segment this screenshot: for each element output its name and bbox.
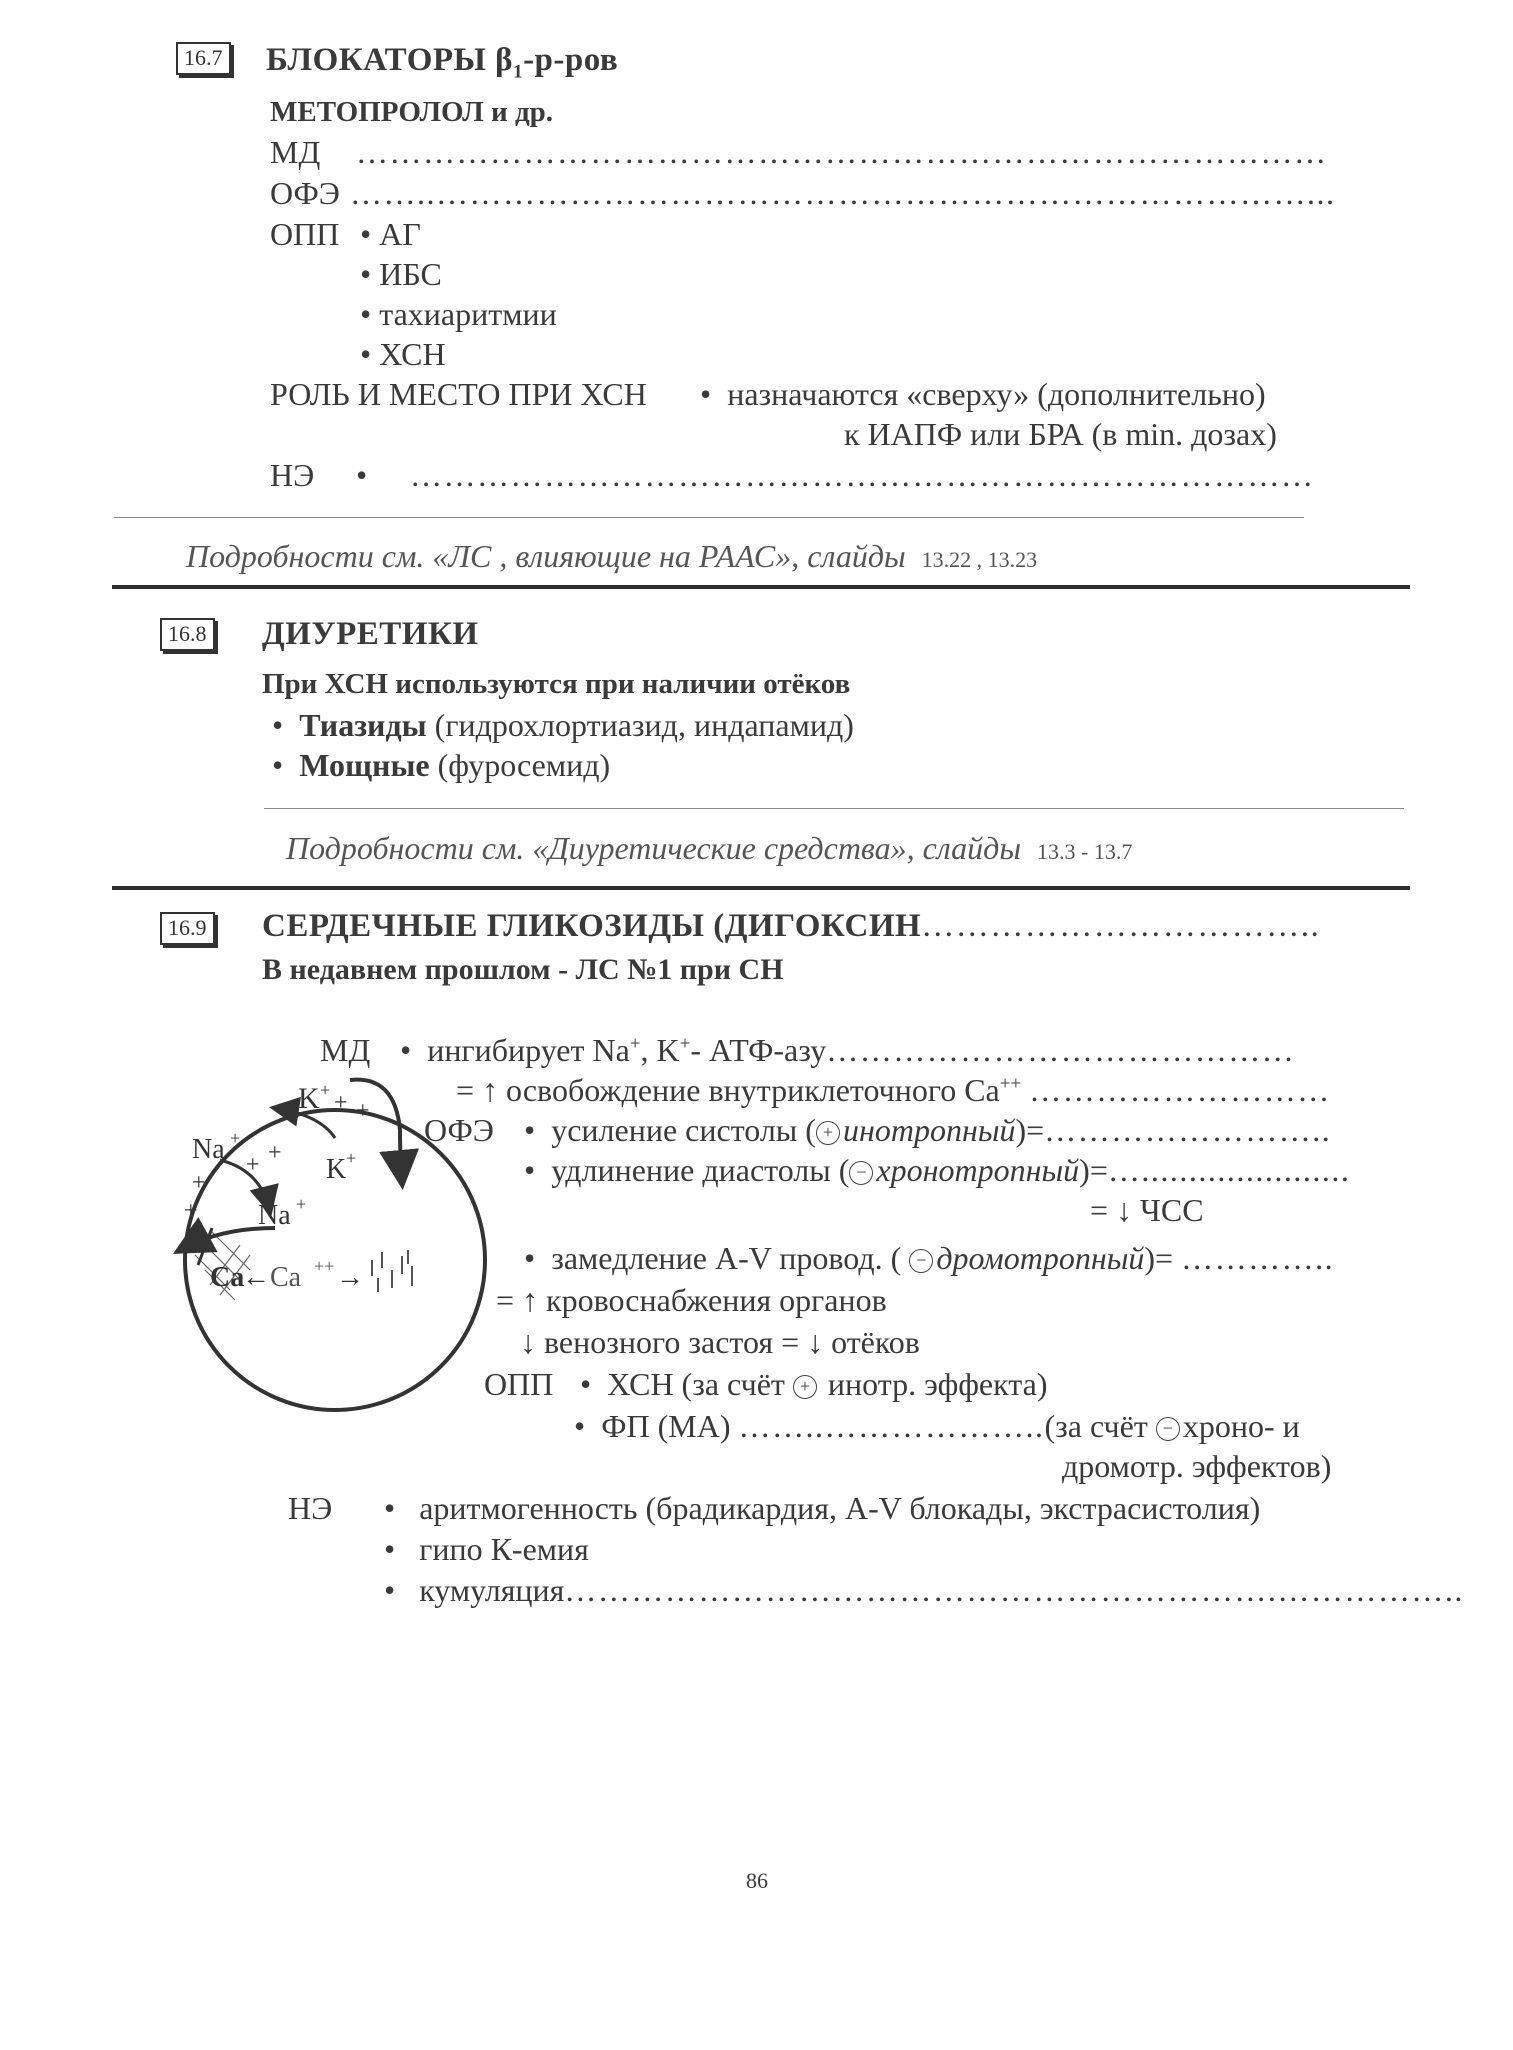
svg-text:++: ++ — [314, 1256, 335, 1276]
glycosides-subtitle: В недавнем прошлом - ЛС №1 при СН — [262, 953, 784, 986]
svg-text:+: + — [230, 1128, 241, 1148]
ne-item-3: • кумуляция……………………………………………………….…………….. — [384, 1572, 1464, 1608]
role-text-2: к ИАПФ или БРА (в min. дозах) — [844, 416, 1277, 452]
md-dots: …………………………………………………………………………… — [356, 136, 1328, 168]
ca-exit-line — [198, 1228, 212, 1265]
diuretic-item-2: • Мощные (фуросемид) — [272, 747, 611, 783]
role-label: РОЛЬ И МЕСТО ПРИ ХСН — [270, 376, 647, 412]
ne-label: НЭ — [270, 457, 315, 493]
section-number-16-8: 16.8 — [160, 618, 215, 651]
opp-bullet-3: • тахиаритмии — [360, 296, 557, 332]
ne-item-1: • аритмогенность (брадикардия, A-V блокады, экстрасистолия) — [384, 1490, 1261, 1526]
k-entry-arrow — [350, 1080, 402, 1182]
opp-line-2: • ФП (МА) ……..………………..(за счёт − хроно- и — [574, 1408, 1300, 1444]
diuretic-item-1: • Тиазиды (гидрохлортиазид, индапамид) — [272, 707, 854, 743]
section-title-16-9: СЕРДЕЧНЫЕ ГЛИКОЗИДЫ (ДИГОКСИН…………………………….. — [262, 908, 1321, 944]
na-inside-label: Na — [258, 1200, 291, 1231]
svg-text:+: + — [356, 1098, 370, 1124]
drug-name-metoprolol: МЕТОПРОЛОЛ и др. — [270, 96, 554, 128]
k-outside-label: K — [298, 1082, 320, 1115]
svg-text:+: + — [346, 1148, 357, 1168]
svg-text:+: + — [184, 1198, 198, 1224]
myofibrils — [372, 1250, 412, 1292]
ne-dots: ……………………………………………………………………… — [410, 459, 1315, 491]
ofe-label: ОФЭ — [270, 175, 340, 211]
role-text-1: • назначаются «сверху» (дополнительно) — [700, 376, 1266, 412]
md-label: МД — [270, 134, 321, 170]
opp-bullet-4: • ХСН — [360, 336, 446, 372]
divider-thin-16-7 — [114, 517, 1304, 518]
page-number: 86 — [746, 1868, 768, 1893]
ofe-label-16-9: ОФЭ — [424, 1112, 494, 1148]
ne-item-2: • гипо К-емия — [384, 1531, 589, 1567]
opp-line-2-cont: дромотр. эффектов) — [1062, 1448, 1332, 1484]
ofe-line-2: • удлинение диастолы ( − хронотропный)=…...................... — [524, 1152, 1351, 1188]
ne-bullet: • — [356, 457, 368, 493]
section-number-16-9: 16.9 — [160, 912, 215, 945]
section-title-16-8: ДИУРЕТИКИ — [262, 616, 479, 652]
k-inside-label: K — [326, 1154, 347, 1185]
ofe-dots: ……..……………………………………………………………………... — [350, 177, 1336, 209]
md-label-16-9: МД — [320, 1032, 371, 1068]
cell-ion-diagram — [150, 1060, 510, 1420]
svg-text:+: + — [268, 1140, 282, 1166]
opp-label: ОПП — [270, 216, 340, 252]
opp-bullet-2: • ИБС — [360, 256, 442, 292]
ofe-line-3: • замедление A-V провод. ( − дромотропный)= ………….. — [524, 1240, 1335, 1276]
ofe-line-1: • усиление систолы ( + инотропный)=…………………….. — [524, 1112, 1332, 1148]
section-title-16-7: БЛОКАТОРЫ $\beta_1-р$-ров — [266, 42, 619, 83]
opp-bullet-1: • АГ — [360, 216, 421, 252]
ca-free-label: Ca — [270, 1262, 302, 1293]
reference-16-7: Подробности см. «ЛС , влияющие на РААС», слайды 13.22 , 13.23 — [186, 538, 1038, 574]
opp-line-1: • ХСН (за счёт + инотр. эффекта) — [580, 1366, 1048, 1402]
ca-arrow-1: ← — [242, 1262, 270, 1293]
reference-16-8: Подробности см. «Диуретические средства», слайды 13.3 - 13.7 — [286, 830, 1133, 866]
result-blood-supply: = ↑ кровоснабжения органов — [496, 1282, 887, 1318]
ofe-line-2-result: = ↓ ЧСС — [1090, 1192, 1204, 1228]
ne-label-16-9: НЭ — [288, 1490, 333, 1526]
divider-thin-16-8 — [264, 808, 1404, 809]
svg-text:+: + — [192, 1170, 206, 1196]
svg-text:+: + — [334, 1090, 348, 1116]
md-line-2: = ↑ освобождение внутриклеточного Ca++ ……………………… — [456, 1072, 1331, 1108]
divider-thick-16-8 — [112, 886, 1410, 890]
ca-store-label: Ca — [210, 1262, 245, 1293]
ca-arrow-2: → — [336, 1262, 364, 1293]
diuretics-subtitle: При ХСН используются при наличии отёков — [262, 668, 851, 700]
md-line-1: • ингибирует Na+, K+- АТФ-азу…………………………………… — [400, 1032, 1296, 1068]
svg-text:+: + — [246, 1152, 260, 1178]
divider-thick-16-7 — [112, 585, 1410, 589]
na-outside-label: Na — [192, 1134, 225, 1165]
opp-label-16-9: ОПП — [484, 1366, 554, 1402]
result-edema: ↓ венозного застоя = ↓ отёков — [520, 1324, 920, 1360]
svg-text:+: + — [296, 1194, 307, 1214]
section-number-16-7: 16.7 — [176, 42, 231, 75]
svg-text:+: + — [320, 1080, 331, 1100]
